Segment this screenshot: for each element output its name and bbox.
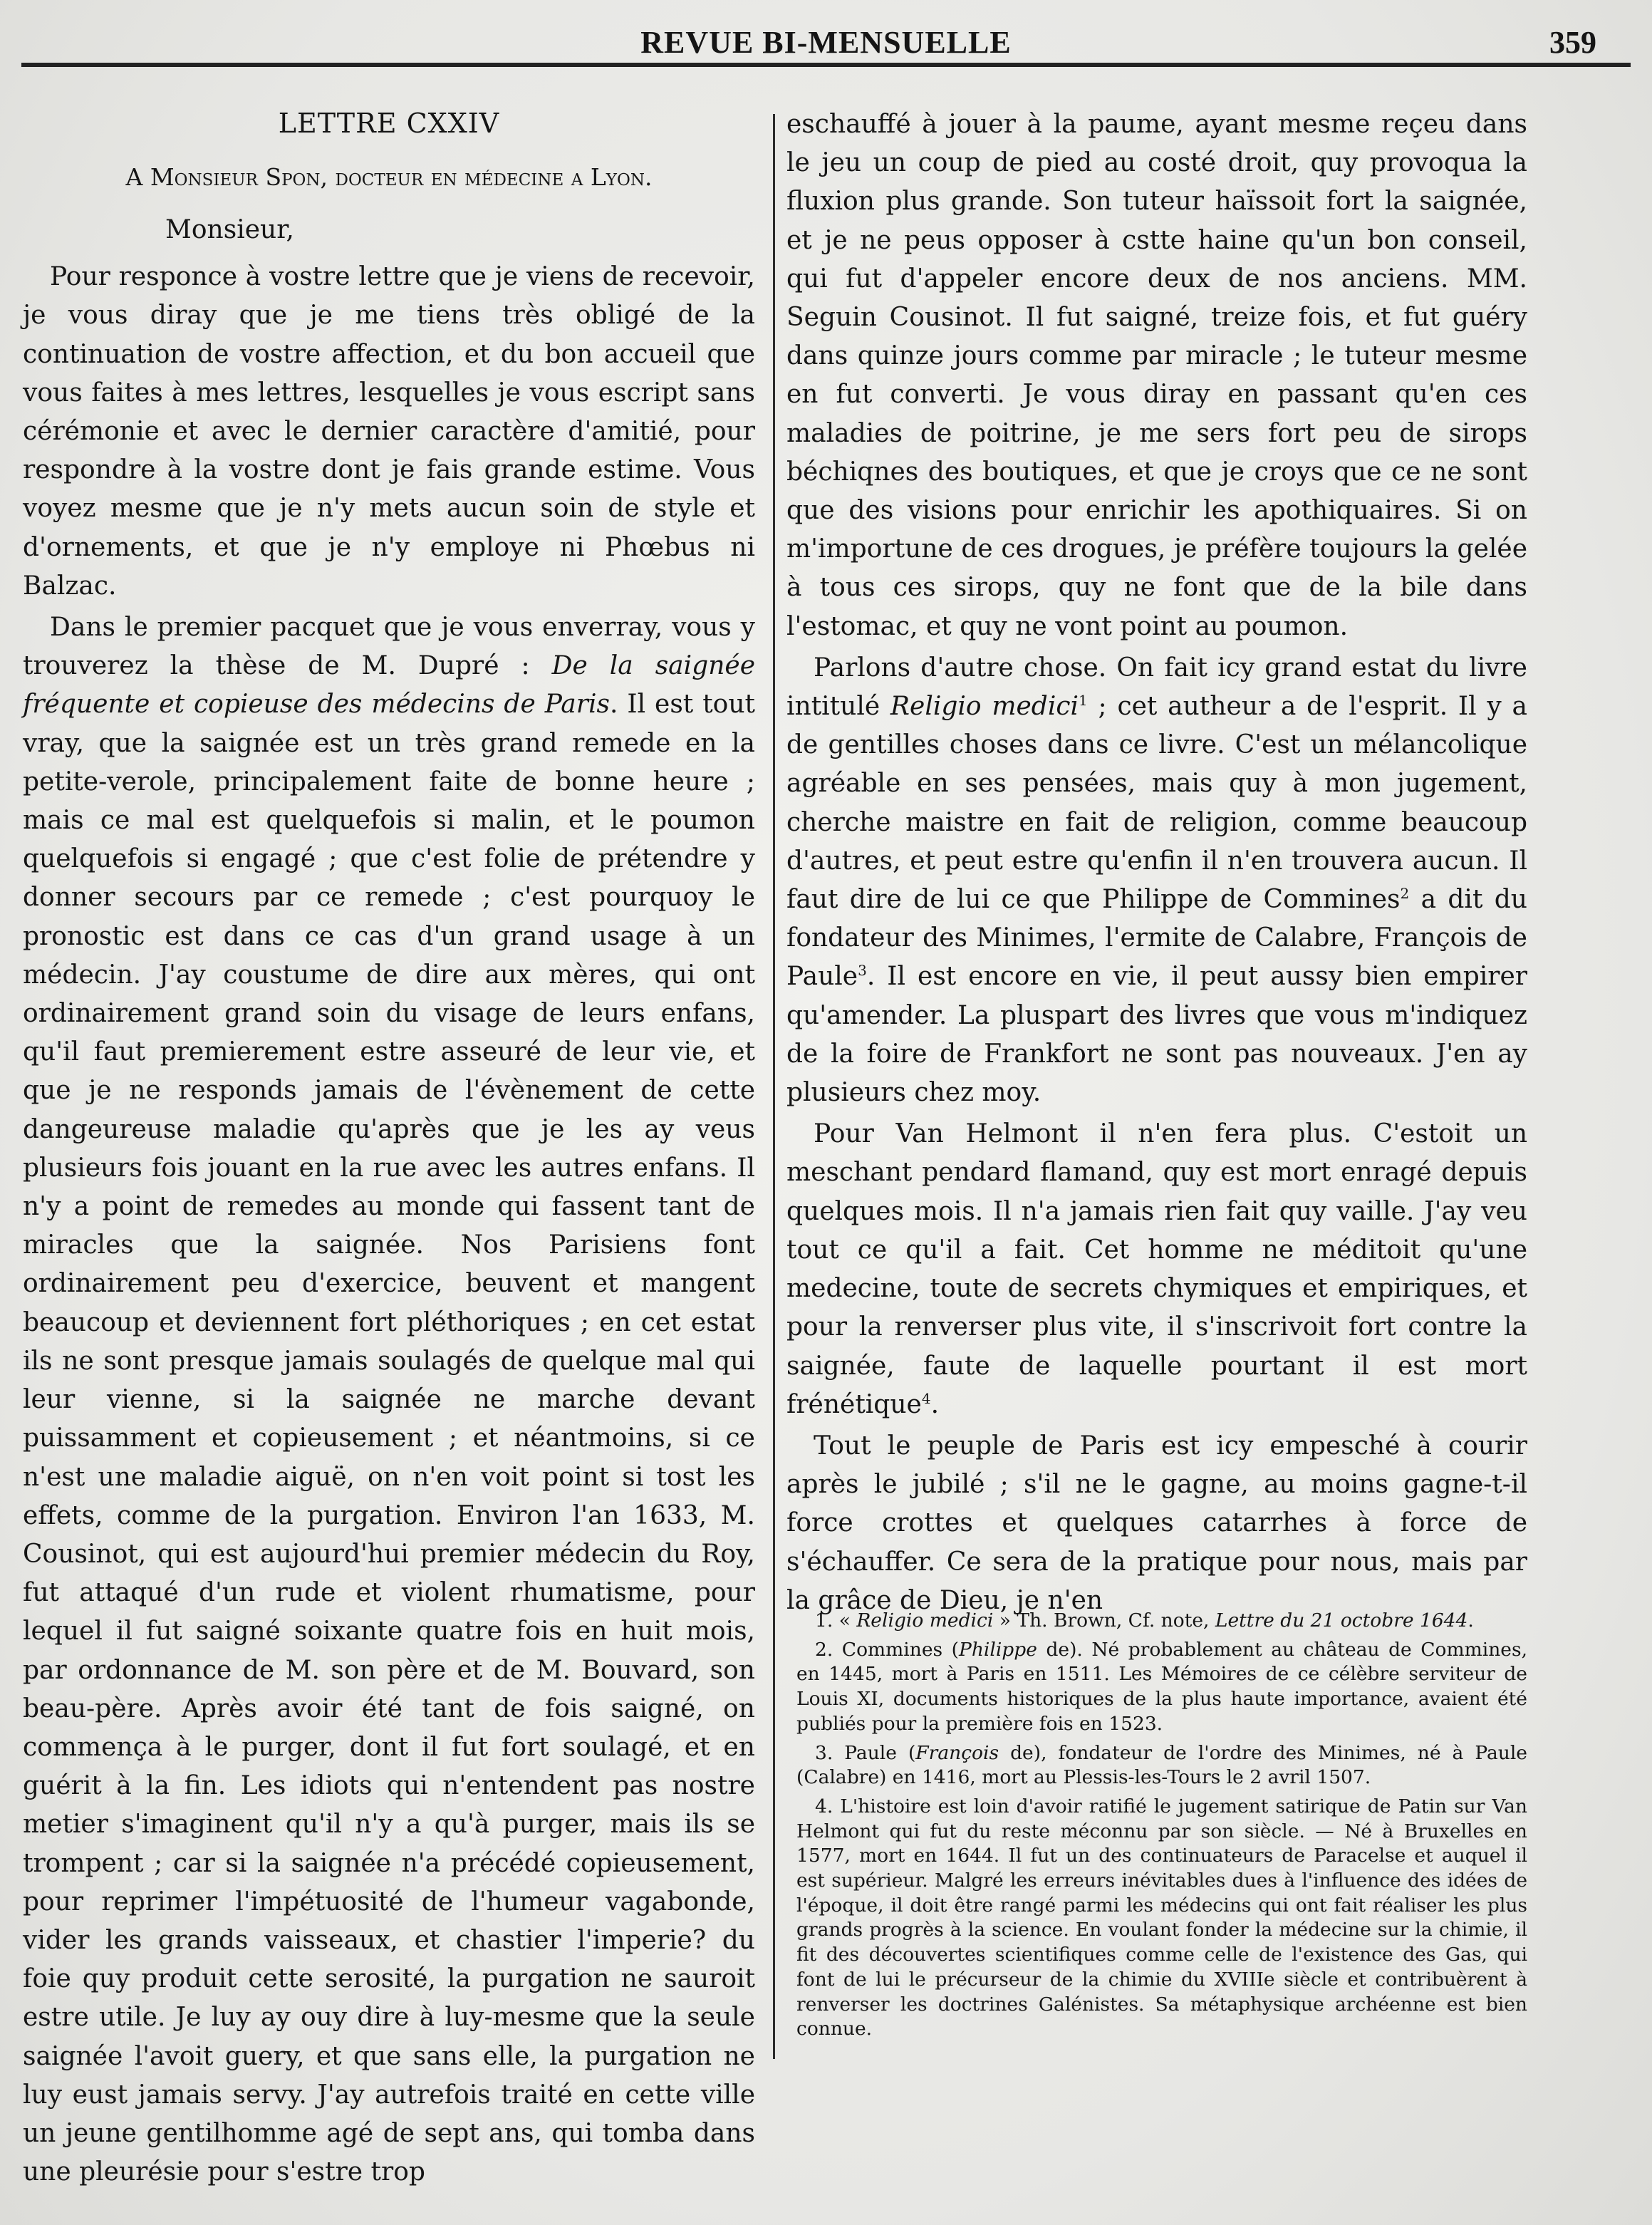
footnote-ref: 1 (1079, 692, 1088, 710)
footnote-1 (796, 1609, 1527, 1634)
text-run: Pour Van Helmont il n'en fera plus. C'estoit un meschant pendard flamand, quy est mort enragé depuis quelques mois. Il n'a jamais rien fait quy vaille. J'ay veu tout ce qu'il a fait. Cet homme ne méditoit qu'une medecine, toute de secrets chymiques et empiriques, et pour la renverser plus vite, il s'inscrivoit fort contre la saignée, faute de laquelle pourtant il est mort frénétique (786, 1119, 1527, 1419)
text-run: Philippe (958, 1638, 1037, 1661)
footnote-3 (796, 1741, 1527, 1790)
footnote-ref: 4 (921, 1389, 931, 1407)
left-column (23, 105, 755, 2192)
text-run: 1. « (815, 1609, 857, 1632)
text-run: . (930, 1389, 940, 1419)
footnote-ref: 3 (858, 962, 867, 980)
text-run: a dit du fondateur des Minimes, l'ermite de Calabre, François de Paule (786, 885, 1527, 992)
text-run: » Th. Brown, Cf. note, (993, 1609, 1215, 1632)
text-run: 3. Paule ( (815, 1741, 916, 1764)
text-run: 2. Commines ( (815, 1638, 959, 1661)
text-run: . Il est tout vray, que la saignée est un très grand remede en la petite-verole, principalement faite de bonne heure ; mais ce mal est quelquefois si malin, et le poumon quelquefois si engagé ; que c'est folie de prétendre y donner secours par ce remede ; c'est pourquoy le pronostic est dans ce cas d'un grand usage à un médecin. J'ay coustume de dire aux mères, qui ont ordinairement grand soin du visage de leurs enfans, qu'il faut premierement estre asseuré de leur vie, et que je ne responds jamais de l'évènement de cette dangeureuse maladie qu'après que je les ay veus plusieurs fois jouant en la rue avec les autres enfans. Il n'y a point de remedes au monde qui fassent tant de miracles que la saignée. Nos Parisiens font ordinairement peu d'exercice, beuvent et mangent beaucoup et deviennent fort pléthoriques ; en cet estat ils ne sont presque jamais soulagés de quelque mal qui leur vienne, si la saignée ne marche devant puissamment et copieusement ; et néantmoins, si ce n'est une maladie aiguë, on n'en voit point si tost les effets, comme de la purgation. Environ l'an 1633, M. Cousinot, qui est aujourd'hui premier médecin du Roy, fut attaqué d'un rude et violent rhumatisme, pour lequel il fut saigné soixante quatre fois en huit mois, par ordonnance de M. son père et de M. Bouvard, son beau-père. Après avoir été tant de fois saigné, on commença à le purger, dont il fut fort soulagé, et en guérit à la fin. Les idiots qui n'entendent pas nostre metier s'imaginent qu'il n'y a qu'à purger, mais ils se trompent ; car si la saignée n'a précédé copieusement, pour reprimer l'impétuosité de l'humeur vagabonde, vider les grands vaisseaux, et chastier l'imperie? du foie quy produit cette serosité, la purgation ne sauroit estre utile. Je luy ay ouy dire à luy-mesme que la seule saignée l'avoit guery, et que sans elle, la purgation ne luy eust jamais servy. J'ay autrefois traité en cette ville un jeune gentilhomme agé de sept ans, qui tomba dans une pleurésie pour s'estre trop (23, 690, 756, 2187)
letter-title: LETTRE CXXIV (278, 108, 500, 139)
column-divider (773, 114, 775, 2059)
text-run: Dans le premier pacquet que je vous enverray, vous y trouverez la thèse de M. Dupré : (23, 613, 755, 681)
text-run: de). Né probablement au château de Commines, en 1445, mort à Paris en 1511. Les Mémoires de ce célèbre serviteur de Louis XI, documents historiques de la plus haute importance, avaient été publiés pour la première fois en 1523. (796, 1638, 1527, 1735)
paragraph (23, 608, 755, 2192)
text-run: François (915, 1741, 999, 1764)
footnote-ref: 2 (1400, 885, 1410, 903)
paragraph (786, 1115, 1527, 1424)
salutation: Monsieur, (165, 215, 294, 244)
paragraph: eschauffé à jouer à la paume, ayant mesme reçeu dans le jeu un coup de pied au costé droit, quy provoqua la fluxion plus grande. Son tuteur haïssoit fort la saignée, et je ne peus opposer à cstte haine qu'un bon conseil, qui fut d'appeler encore deux de nos anciens. MM. Seguin Cousinot. Il fut saigné, treize fois, et fut guéry dans quinze jours comme par miracle ; le tuteur mesme en fut converti. Je vous diray en passant qu'en ces maladies de poitrine, je me sers fort peu de sirops béchiqnes des boutiques, et que je croys que ce ne sont que des visions pour enrichir les apothiquaires. Si on m'importune de ces drogues, je préfère toujours la gelée à tous ces sirops, quy ne font que de la bile dans l'estomac, et quy ne vont point au poumon. (786, 110, 1527, 641)
text-run: . (1467, 1609, 1474, 1632)
page-number: 359 (1549, 25, 1596, 60)
running-title: REVUE BI-MENSUELLE (640, 25, 1012, 60)
text-run: Religio medici (856, 1609, 994, 1632)
footnote-4: 4. L'histoire est loin d'avoir ratifié le jugement satirique de Patin sur Van Helmont qui fut du reste méconnu par son siècle. — Né à Bruxelles en 1577, mort en 1644. Il fut un des continuateurs de Paracelse et auquel il est supérieur. Malgré les erreurs inévitables dues à l'influence des idées de l'époque, il doit être rangé parmi les médecins qui ont fait réaliser les plus grands progrès à la science. En voulant fonder la médecine sur la chimie, il fit des découvertes scientifiques comme celle de l'existence des Gas, qui font de lui le précurseur de la chimie du XVIIIe siècle et contribuèrent à renverser les doctrines Galénistes. Sa métaphysique archéenne est bien connue. (796, 1795, 1527, 2040)
footnote-2 (796, 1638, 1527, 1737)
letter-address: A Monsieur Spon, docteur en médecine a Lyon. (125, 163, 653, 191)
running-header (21, 20, 1631, 67)
thesis-title: De la saignée fréquente et copieuse des médecins de Paris (23, 651, 755, 720)
text-run: Parlons d'autre chose. On fait icy grand estat du livre intitulé (786, 653, 1527, 722)
text-run: ; cet autheur a de l'esprit. Il y a de gentilles choses dans ce livre. C'est un mélancolique agréable en ses pensées, mais quy à mon jugement, cherche maistre en fait de religion, comme beaucoup d'autres, et peut estre qu'enfin il n'en trouvera aucun. Il faut dire de lui ce que Philippe de Commines (786, 692, 1527, 915)
right-column (786, 105, 1527, 1620)
paragraph: Tout le peuple de Paris est icy empesché à courir après le jubilé ; s'il ne le gagne, au moins gagne-t-il force crottes et quelques catarrhes à force de s'échauffer. Ce sera de la pratique pour nous, mais par la grâce de Dieu, je n'en (786, 1431, 1527, 1615)
text-run: de), fondateur de l'ordre des Minimes, né à Paule (Calabre) en 1416, mort au Plessis-les-Tours le 2 avril 1507. (796, 1741, 1527, 1789)
paragraph: Pour responce à vostre lettre que je viens de recevoir, je vous diray que je me tiens très obligé de la continuation de vostre affection, et du bon accueil que vous faites à mes lettres, lesquelles je vous escript sans cérémonie et avec le dernier caractère d'amitié, pour respondre à la vostre dont je fais grande estime. Vous voyez mesme que je n'y mets aucun soin de style et d'ornements, et que je n'y employe ni Phœbus ni Balzac. (23, 262, 755, 601)
text-run: Lettre du 21 octobre 1644 (1215, 1609, 1468, 1632)
book-title: Religio medici (890, 692, 1079, 722)
paragraph (786, 649, 1527, 1112)
text-run: . Il est encore en vie, il peut aussy bien empirer qu'amender. La pluspart des livres que vous m'indiquez de la foire de Frankfort ne sont pas nouveaux. J'en ay plusieurs chez moy. (786, 962, 1527, 1108)
footnotes (796, 1609, 1527, 2046)
